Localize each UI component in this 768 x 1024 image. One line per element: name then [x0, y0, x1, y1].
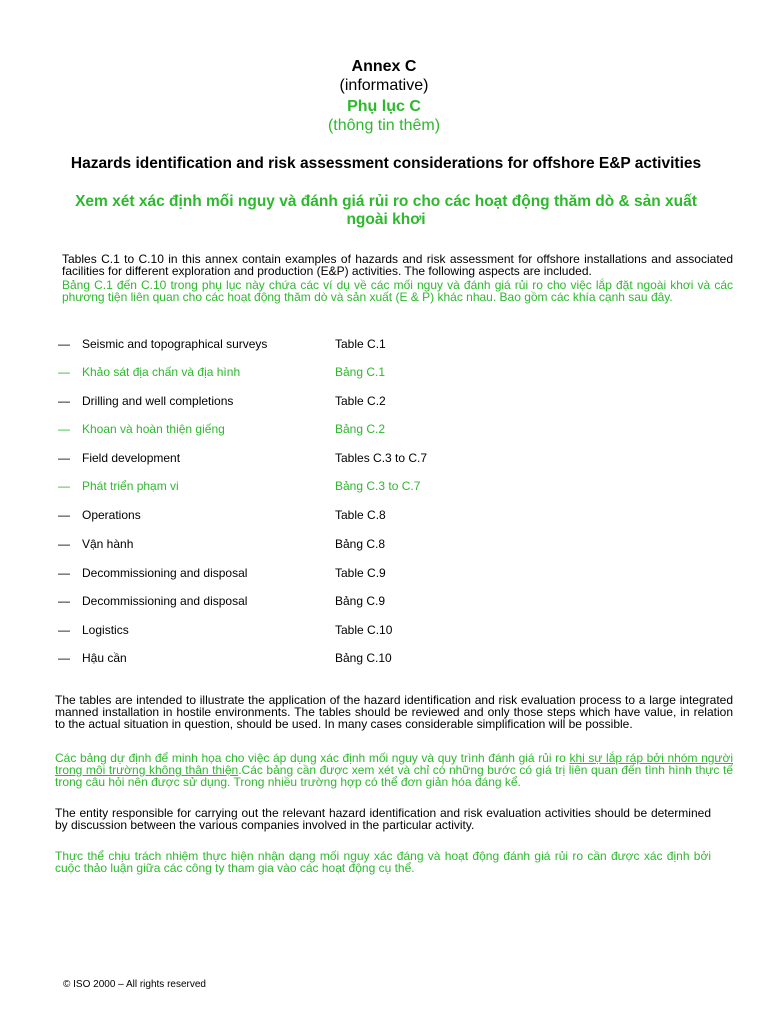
list-dash: —	[58, 566, 70, 580]
list-item	[0, 364, 768, 380]
list-dash: —	[58, 508, 70, 522]
list-item-label: Khảo sát địa chấn và địa hình	[82, 365, 241, 379]
list-dash: —	[58, 623, 70, 637]
tables-paragraph-vi-underlined: khi sự lắp ráp bởi nhóm người trong môi trường không thân thiện	[55, 751, 733, 777]
list-item-label: Decommissioning and disposal	[82, 594, 248, 608]
main-heading-vi: Xem xét xác định mối nguy và đánh giá rủi ro cho các hoạt động thăm dò & sản xuất ngoài khơi	[75, 193, 697, 228]
list-item-label: Khoan và hoàn thiện giếng	[82, 422, 225, 436]
list-dash: —	[58, 594, 70, 608]
tables-paragraph-vi-part1: Các bảng dự định để minh họa cho việc áp dụng xác định mối nguy và quy trình đánh giá rủi ro	[55, 751, 570, 765]
list-item-ref: Table C.10	[335, 623, 393, 637]
list-item-ref: Table C.2	[335, 394, 386, 408]
main-heading: Hazards identification and risk assessment considerations for offshore E&P activities	[70, 155, 702, 172]
tables-paragraph-vi-part2: .Các bảng cần được xem xét và chỉ có những bước có giá trị liên quan đến tình hình thực tế trong câu hỏi nên được sử dụng. Trong nhiều trường hợp có thể đơn giản hóa đáng kể.	[55, 763, 733, 789]
list-dash: —	[58, 337, 70, 351]
list-dash: —	[58, 479, 70, 493]
list-item	[0, 393, 768, 409]
list-item-ref: Table C.8	[335, 508, 386, 522]
list-item	[0, 650, 768, 666]
list-dash: —	[58, 365, 70, 379]
list-item	[0, 565, 768, 581]
annex-title: Annex C	[351, 58, 417, 75]
list-item-ref: Bảng C.3 to C.7	[335, 479, 421, 493]
list-item	[0, 478, 768, 494]
list-item	[0, 507, 768, 523]
list-dash: —	[58, 451, 70, 465]
list-dash: —	[58, 394, 70, 408]
list-item	[0, 593, 768, 609]
list-item-ref: Table C.1	[335, 337, 386, 351]
list-item-label: Operations	[82, 508, 141, 522]
list-item	[0, 536, 768, 552]
list-item-ref: Bảng C.8	[335, 537, 386, 551]
tables-paragraph: The tables are intended to illustrate the application of the hazard identification and risk evaluation process to a large integrated manned installation in hostile environments. The tables should be reviewed and only those steps which have value, in relation to the actual situation in question, should be used. In many cases considerable simplification will be possible.	[55, 693, 733, 731]
list-item	[0, 336, 768, 352]
list-item-label: Drilling and well completions	[82, 394, 234, 408]
annex-subtitle-vi: (thông tin thêm)	[327, 117, 441, 134]
list-item-ref: Bảng C.10	[335, 651, 392, 665]
intro-paragraph: Tables C.1 to C.10 in this annex contain examples of hazards and risk assessment for offshore installations and associated facilities for different exploration and production (E&P) activities. The following aspects are included.	[62, 252, 733, 278]
list-item-label: Logistics	[82, 623, 129, 637]
list-item-ref: Tables C.3 to C.7	[335, 451, 428, 465]
list-item-label: Field development	[82, 451, 181, 465]
list-item-ref: Bảng C.9	[335, 594, 386, 608]
annex-subtitle: (informative)	[339, 77, 429, 94]
list-item-ref: Bảng C.2	[335, 422, 386, 436]
list-item-ref: Table C.9	[335, 566, 386, 580]
list-item-ref: Bảng C.1	[335, 365, 386, 379]
intro-paragraph-vi: Bảng C.1 đến C.10 trong phụ lục này chứa các ví dụ về các mối nguy và đánh giá rủi ro cho việc lắp đặt ngoài khơi và các phương tiện liên quan cho các hoạt động thăm dò và sản xuất (E & P) khác nhau. Bao gồm các khía cạnh sau đây.	[62, 278, 733, 304]
list-item-label: Hậu cần	[82, 651, 127, 665]
list-item-label: Phát triển phạm vi	[82, 479, 179, 493]
list-item-label: Decommissioning and disposal	[82, 566, 248, 580]
list-item	[0, 622, 768, 638]
entity-paragraph: The entity responsible for carrying out the relevant hazard identification and risk evaluation activities should be determined by discussion between the various companies involved in the particular activity.	[55, 806, 711, 832]
list-item-label: Vận hành	[82, 537, 134, 551]
list-dash: —	[58, 537, 70, 551]
list-item-label: Seismic and topographical surveys	[82, 337, 268, 351]
list-dash: —	[58, 651, 70, 665]
list-item	[0, 450, 768, 466]
annex-title-vi: Phụ lục C	[347, 98, 421, 115]
copyright-footer: © ISO 2000 – All rights reserved	[63, 979, 206, 990]
list-dash: —	[58, 422, 70, 436]
list-item	[0, 421, 768, 437]
entity-paragraph-vi: Thực thể chịu trách nhiệm thực hiện nhận dạng mối nguy xác đáng và hoạt động đánh giá rủi ro cần được xác định bởi cuộc thảo luận giữa các công ty tham gia vào các hoạt động cụ thể.	[55, 849, 711, 875]
tables-paragraph-vi	[55, 752, 733, 788]
